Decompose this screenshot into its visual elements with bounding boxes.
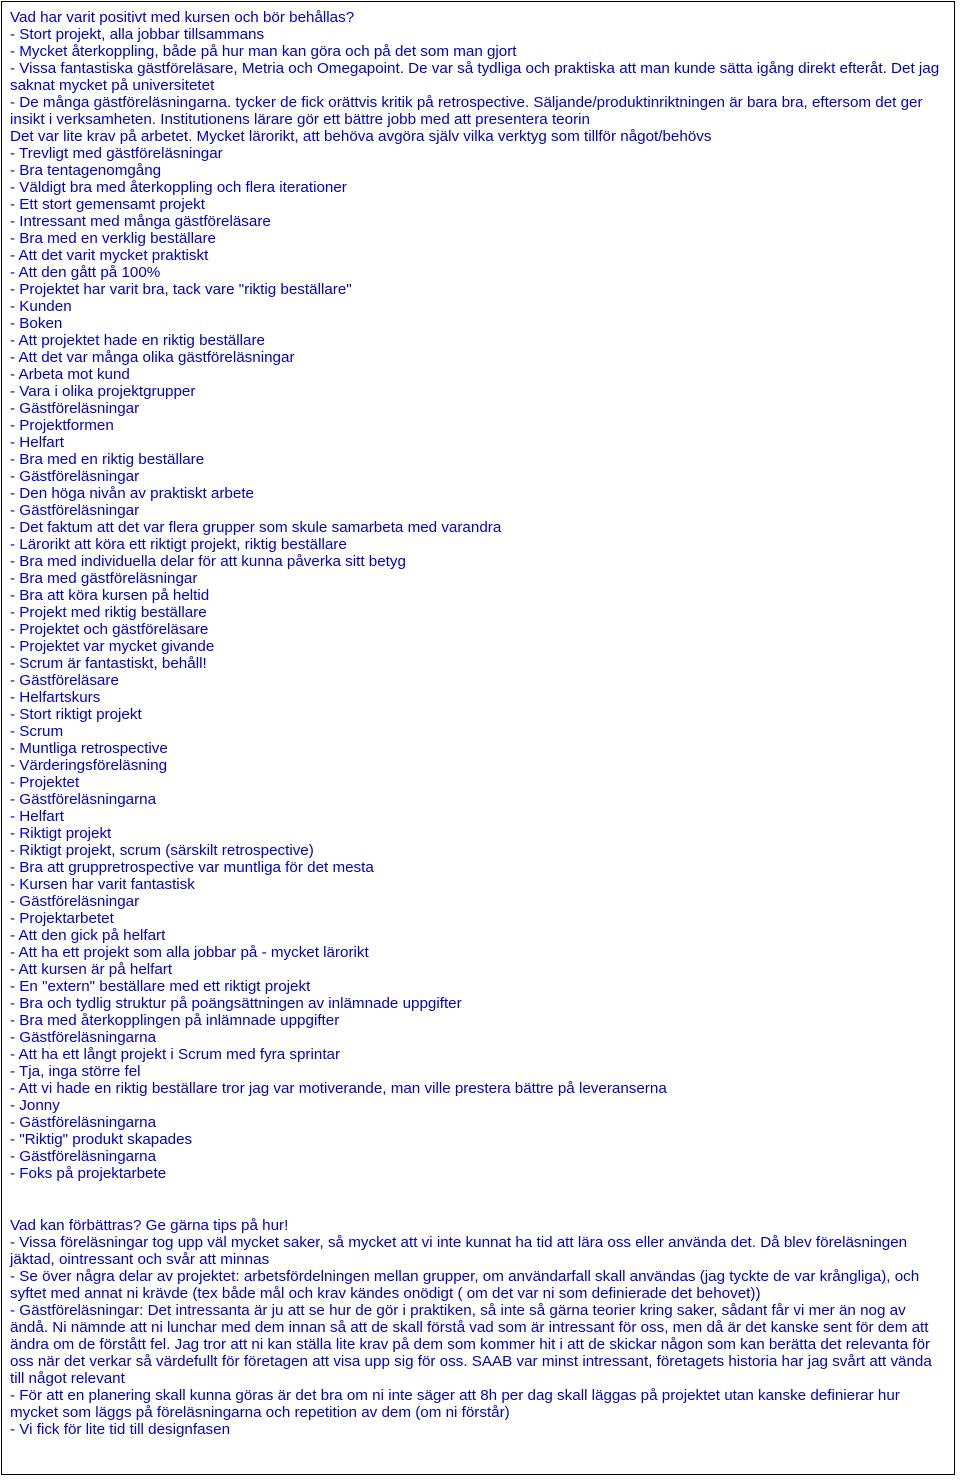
list-item: - Bra att köra kursen på heltid <box>10 587 210 604</box>
list-item: - Gästföreläsningarna <box>10 791 157 808</box>
list-item: - Helfart <box>10 434 65 451</box>
list-item: - Det faktum att det var flera grupper som skule samarbeta med varandra <box>10 519 502 536</box>
list-item: - Gästföreläsningarna <box>10 1029 157 1046</box>
question-improve: Vad kan förbättras? Ge gärna tips på hur! <box>10 1217 289 1234</box>
list-item: - Projektformen <box>10 417 114 434</box>
list-item: - Trevligt med gästföreläsningar <box>10 145 223 162</box>
list-item: - Bra med återkopplingen på inlämnade uppgifter <box>10 1012 340 1029</box>
list-item: - Att det varit mycket praktiskt <box>10 247 209 264</box>
list-item: - Gästföreläsningar <box>10 502 140 519</box>
positive-list <box>10 145 945 1182</box>
list-item: - Bra med en verklig beställare <box>10 230 216 247</box>
list-item: - Att det var många olika gästföreläsningar <box>10 349 295 366</box>
list-item: - Bra att gruppretrospective var muntliga för det mesta <box>10 859 374 876</box>
list-item: - För att en planering skall kunna göras är det bra om ni inte säger att 8h per dag skall läggas på projektet utan kanske definierar hur mycket som läggs på föreläsningarna och repetition av dem (om ni förstår) <box>10 1387 900 1421</box>
list-item: - Scrum <box>10 723 64 740</box>
list-item: - Gästföreläsningar: Det intressanta är ju att se hur de gör i praktiken, så inte så gärna teorier kring saker, sådant får vi mer än nog av ändå. Ni nämnde att ni lunchar med dem innan så att de skall förstå vad som är intressant för oss, men då är det kanske sent för dem att ändra om de förstått fel. Jag tror att ni kan ställa lite krav på dem som kommer hit i att de skickar någon som kan berätta det relevanta för oss när det verkar så värdefullt för företagen att visa upp sig för oss. SAAB var minst intressant, företagets historia har jag svårt att vända till något relevant <box>10 1302 932 1387</box>
question-positive: Vad har varit positivt med kursen och bör behållas? <box>10 9 355 26</box>
list-item: - Mycket återkoppling, både på hur man kan göra och på det som man gjort <box>10 43 517 60</box>
list-item: - Kunden <box>10 298 72 315</box>
list-item: - Att ha ett projekt som alla jobbar på - mycket lärorikt <box>10 944 369 961</box>
list-item: - Bra med individuella delar för att kunna påverka sitt betyg <box>10 553 406 570</box>
list-item: - Att kursen är på helfart <box>10 961 173 978</box>
list-item: - Stort projekt, alla jobbar tillsammans <box>10 26 265 43</box>
list-item: - Att projektet hade en riktig beställare <box>10 332 265 349</box>
list-item: - Projektet var mycket givande <box>10 638 215 655</box>
list-item: - Lärorikt att köra ett riktigt projekt, riktig beställare <box>10 536 347 553</box>
list-item: - Scrum är fantastiskt, behåll! <box>10 655 207 672</box>
list-item: Det var lite krav på arbetet. Mycket lärorikt, att behöva avgöra själv vilka verktyg som tillför något/behövs <box>10 128 712 145</box>
list-item: - Helfartskurs <box>10 689 101 706</box>
list-item: - Gästföreläsningar <box>10 400 140 417</box>
list-item: - Intressant med många gästföreläsare <box>10 213 271 230</box>
list-item: - Kursen har varit fantastisk <box>10 876 195 893</box>
list-item: - Värderingsföreläsning <box>10 757 168 774</box>
list-item: - Bra tentagenomgång <box>10 162 162 179</box>
list-item: - Foks på projektarbete <box>10 1165 167 1182</box>
list-item: - Stort riktigt projekt <box>10 706 142 723</box>
list-item: - Vissa föreläsningar tog upp väl mycket saker, så mycket att vi inte kunnat ha tid att lära oss eller använda det. Då blev föreläsningen jäktad, ointressant och svår att minnas <box>10 1234 908 1268</box>
list-item: - Boken <box>10 315 63 332</box>
list-item: - Riktigt projekt, scrum (särskilt retrospective) <box>10 842 314 859</box>
list-item: - Projektet och gästföreläsare <box>10 621 209 638</box>
list-item: - De många gästföreläsningarna. tycker de fick orättvis kritik på retrospective. Säljande/produktinriktningen är bara bra, eftersom det ger insikt i verksamheten. Institutionens lärare gör ett bättre jobb med att presentera teorin <box>10 94 923 128</box>
list-item: - Bra med en riktig beställare <box>10 451 205 468</box>
list-item: - Att vi hade en riktig beställare tror jag var motiverande, man ville prestera bättre på leveranserna <box>10 1080 667 1097</box>
list-item: - Vara i olika projektgrupper <box>10 383 196 400</box>
list-item: - Att den gått på 100% <box>10 264 161 281</box>
list-item: - Tja, inga större fel <box>10 1063 141 1080</box>
document-body <box>10 9 945 1438</box>
list-item: - Gästföreläsningar <box>10 893 140 910</box>
list-item: - "Riktig" produkt skapades <box>10 1131 193 1148</box>
list-item: - Projektet <box>10 774 80 791</box>
list-item: - Vissa fantastiska gästföreläsare, Metria och Omegapoint. De var så tydliga och praktiska att man kunde sätta igång direkt efteråt. Det jag saknat mycket på universitetet <box>10 60 940 94</box>
list-item: - Den höga nivån av praktiskt arbete <box>10 485 254 502</box>
list-item: - Bra med gästföreläsningar <box>10 570 198 587</box>
list-item: - Vi fick för lite tid till designfasen <box>10 1421 231 1438</box>
list-item: - Se över några delar av projektet: arbetsfördelningen mellan grupper, om användarfall skall användas (jag tyckte de var krångliga), och syftet med annat ni krävde (tex både mål och krav kändes onödigt ( om det var ni som definierade det behovet)) <box>10 1268 920 1302</box>
list-item: - Helfart <box>10 808 65 825</box>
list-item: - Projekt med riktig beställare <box>10 604 207 621</box>
list-item: - Gästföreläsningar <box>10 468 140 485</box>
list-item: - Bra och tydlig struktur på poängsättningen av inlämnade uppgifter <box>10 995 462 1012</box>
section-gap <box>10 1182 945 1217</box>
list-item: - Att ha ett långt projekt i Scrum med fyra sprintar <box>10 1046 341 1063</box>
list-item: - Att den gick på helfart <box>10 927 166 944</box>
list-item: - Gästföreläsningarna <box>10 1148 157 1165</box>
list-item: - Gästföreläsare <box>10 672 119 689</box>
list-item: - Projektarbetet <box>10 910 114 927</box>
list-item: - Riktigt projekt <box>10 825 112 842</box>
list-item: - Projektet har varit bra, tack vare "riktig beställare" <box>10 281 352 298</box>
list-item: - Jonny <box>10 1097 60 1114</box>
list-item: - Ett stort gemensamt projekt <box>10 196 205 213</box>
list-item: - Gästföreläsningarna <box>10 1114 157 1131</box>
list-item: - Muntliga retrospective <box>10 740 168 757</box>
list-item: - Väldigt bra med återkoppling och flera iterationer <box>10 179 347 196</box>
list-item: - En "extern" beställare med ett riktigt projekt <box>10 978 311 995</box>
list-item: - Arbeta mot kund <box>10 366 130 383</box>
